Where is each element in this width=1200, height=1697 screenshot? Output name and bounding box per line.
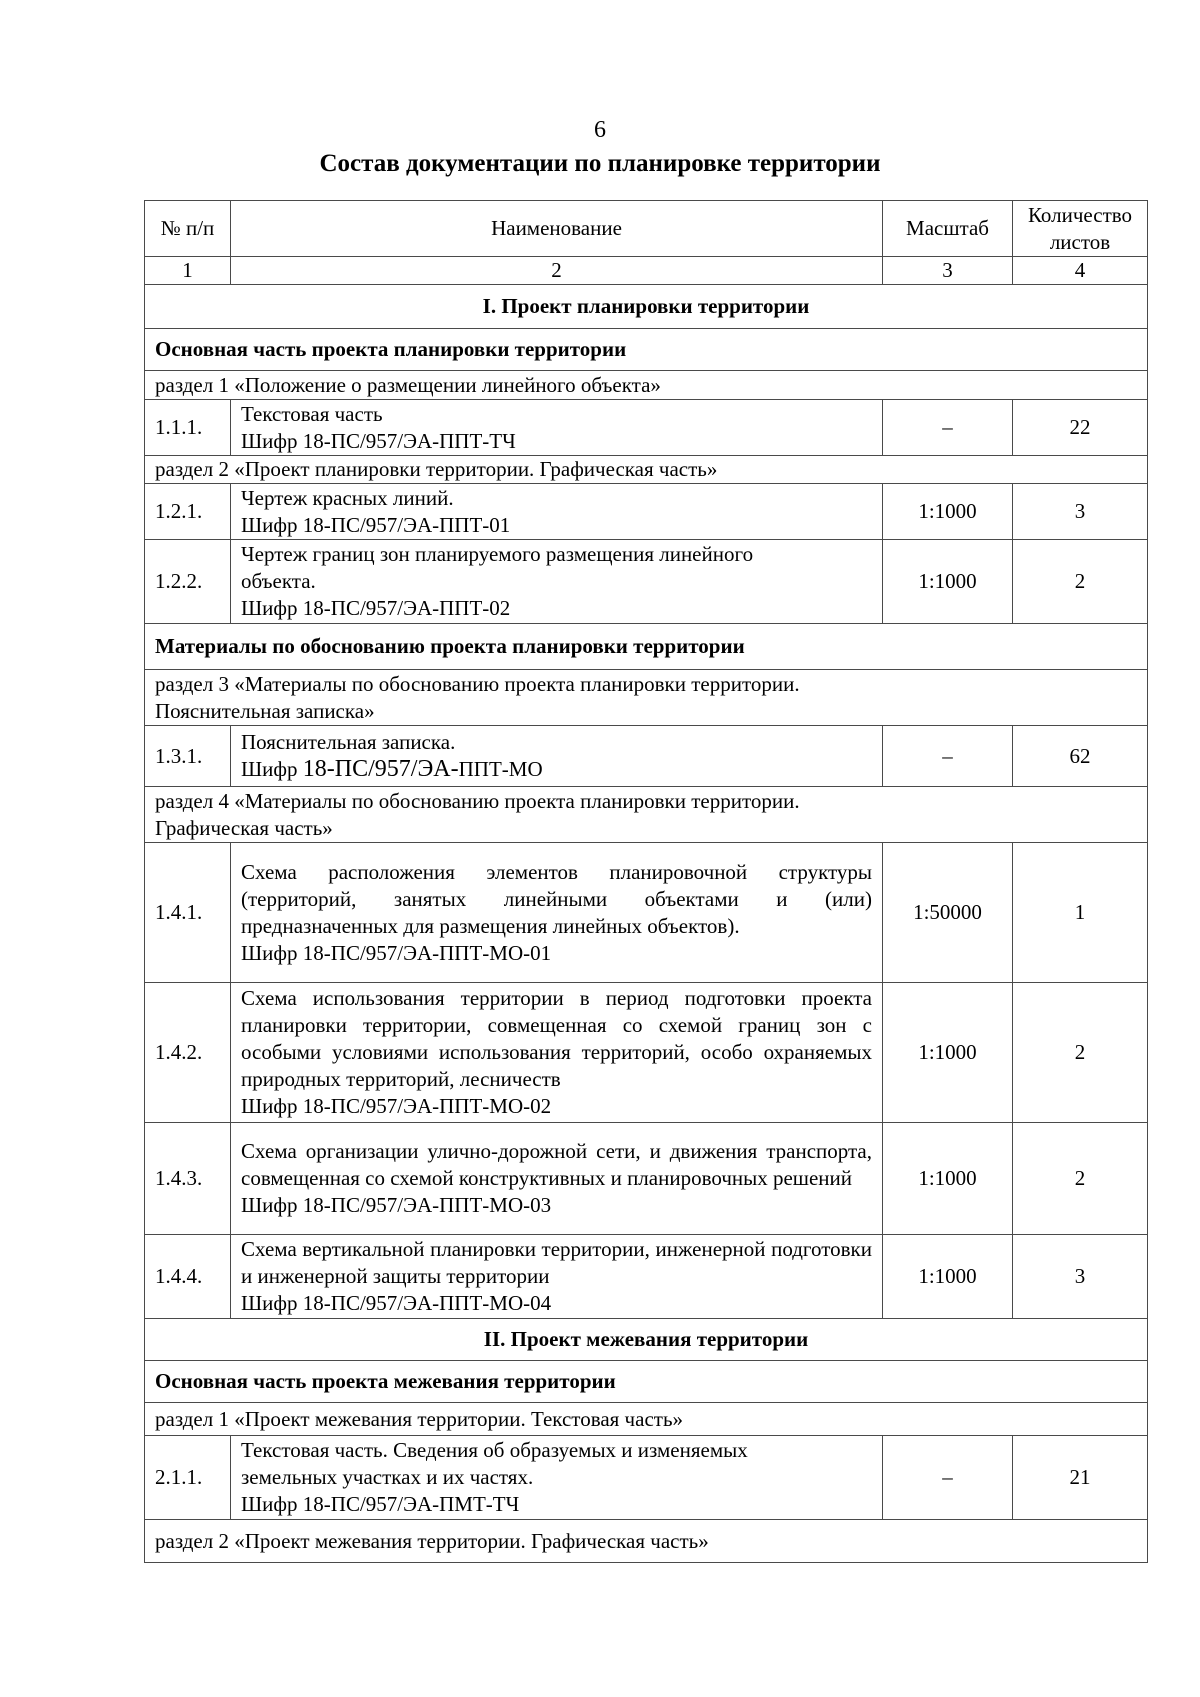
- item-number: 1.4.4.: [145, 1235, 231, 1319]
- item-code: Шифр 18-ПС/957/ЭА-ППТ-ТЧ: [241, 428, 516, 453]
- item-code: Шифр 18-ПС/957/ЭА-ППТ-МО-01: [241, 940, 552, 965]
- item-sheets: 1: [1013, 843, 1148, 983]
- item-scale: 1:1000: [883, 1235, 1013, 1319]
- razdel-title: [145, 670, 1148, 726]
- item-name: [231, 1235, 883, 1319]
- item-scale: –: [883, 400, 1013, 456]
- razdel-row: [145, 1403, 1148, 1436]
- header-scale: Масштаб: [883, 201, 1013, 257]
- item-name: [231, 983, 883, 1123]
- subsection-heading-row: [145, 1361, 1148, 1403]
- section-heading: I. Проект планировки территории: [145, 285, 1148, 329]
- razdel-title: раздел 2 «Проект межевания территории. Графическая часть»: [145, 1520, 1148, 1563]
- item-description: Схема расположения элементов планировочной структуры (территорий, занятых линейными объектами и (или) предназначенных для размещения линейных объектов).: [241, 859, 872, 938]
- documentation-table: [144, 200, 1148, 1563]
- item-scale: 1:50000: [883, 843, 1013, 983]
- item-number: 1.2.2.: [145, 540, 231, 624]
- item-name-line: Текстовая часть: [241, 401, 383, 426]
- razdel-row: [145, 787, 1148, 843]
- razdel-title: раздел 2 «Проект планировки территории. Графическая часть»: [145, 456, 1148, 484]
- item-number: 1.4.2.: [145, 983, 231, 1123]
- item-code: Шифр 18-ПС/957/ЭА-ППТ-МО-02: [241, 1094, 552, 1118]
- subsection-heading-row: [145, 624, 1148, 670]
- index-cell: 3: [883, 257, 1013, 285]
- item-sheets: 3: [1013, 484, 1148, 540]
- item-name: [231, 540, 883, 624]
- index-cell: 4: [1013, 257, 1148, 285]
- razdel-row: [145, 456, 1148, 484]
- item-name: [231, 1436, 883, 1520]
- item-name-line: объекта.: [241, 569, 316, 593]
- page-number: 6: [594, 117, 606, 143]
- item-name: [231, 1123, 883, 1235]
- header-number: № п/п: [145, 201, 231, 257]
- header-sheets-line1: Количество: [1027, 202, 1133, 227]
- header-sheets-line2: листов: [1049, 229, 1111, 254]
- table-row: [145, 1436, 1148, 1520]
- item-name-line: Текстовая часть. Сведения об образуемых и изменяемых: [241, 1438, 748, 1462]
- item-name: [231, 843, 883, 983]
- table-row: [145, 726, 1148, 787]
- razdel-title-line: Пояснительная записка»: [155, 698, 375, 723]
- table-row: [145, 1123, 1148, 1235]
- table-row: [145, 843, 1148, 983]
- item-name-line: Пояснительная записка.: [241, 730, 456, 754]
- section-heading-row: [145, 285, 1148, 329]
- item-number: 1.4.1.: [145, 843, 231, 983]
- item-scale: 1:1000: [883, 1123, 1013, 1235]
- item-description: Схема вертикальной планировки территории, инженерной подготовки и инженерной защиты территории: [241, 1237, 872, 1288]
- item-number: 1.3.1.: [145, 726, 231, 787]
- table-row: [145, 1235, 1148, 1319]
- item-number: 1.1.1.: [145, 400, 231, 456]
- item-code: Шифр 18-ПС/957/ЭА-ПМТ-ТЧ: [241, 1492, 520, 1516]
- subsection-heading: Основная часть проекта планировки территории: [145, 329, 1148, 371]
- item-code: [241, 756, 872, 783]
- index-cell: 1: [145, 257, 231, 285]
- item-code: Шифр 18-ПС/957/ЭА-ППТ-01: [241, 512, 511, 537]
- item-name-line: Чертеж границ зон планируемого размещения линейного: [241, 542, 754, 566]
- item-number: 1.2.1.: [145, 484, 231, 540]
- table-row: [145, 484, 1148, 540]
- item-code: Шифр 18-ПС/957/ЭА-ППТ-МО-04: [241, 1291, 552, 1315]
- razdel-title: [145, 787, 1148, 843]
- item-sheets: 2: [1013, 1123, 1148, 1235]
- subsection-heading-row: [145, 329, 1148, 371]
- item-scale: –: [883, 726, 1013, 787]
- item-sheets: 2: [1013, 983, 1148, 1123]
- table-row: [145, 540, 1148, 624]
- item-sheets: 22: [1013, 400, 1148, 456]
- subsection-heading: Основная часть проекта межевания территории: [145, 1361, 1148, 1403]
- razdel-title: раздел 1 «Проект межевания территории. Текстовая часть»: [145, 1403, 1148, 1436]
- item-sheets: 62: [1013, 726, 1148, 787]
- razdel-row: [145, 670, 1148, 726]
- item-scale: 1:1000: [883, 983, 1013, 1123]
- item-code-prefix: Шифр: [241, 757, 303, 781]
- table-index-row: [145, 257, 1148, 285]
- razdel-title: раздел 1 «Положение о размещении линейного объекта»: [145, 371, 1148, 400]
- razdel-row: [145, 371, 1148, 400]
- table-header-row: [145, 201, 1148, 257]
- item-code: Шифр 18-ПС/957/ЭА-ППТ-02: [241, 596, 511, 620]
- section-heading: II. Проект межевания территории: [145, 1319, 1148, 1361]
- item-scale: 1:1000: [883, 540, 1013, 624]
- item-scale: 1:1000: [883, 484, 1013, 540]
- item-number: 1.4.3.: [145, 1123, 231, 1235]
- index-cell: 2: [231, 257, 883, 285]
- item-description: Схема использования территории в период подготовки проекта планировки территории, совмещенная со схемой границ зон с особыми условиями использования территорий, особо охраняемых природных территорий, лесничеств: [241, 986, 872, 1091]
- page-title: Состав документации по планировке территории: [319, 150, 881, 177]
- item-code: Шифр 18-ПС/957/ЭА-ППТ-МО-03: [241, 1193, 552, 1217]
- razdel-row: [145, 1520, 1148, 1563]
- header-name: Наименование: [231, 201, 883, 257]
- item-sheets: 21: [1013, 1436, 1148, 1520]
- item-name-line: Чертеж красных линий.: [241, 485, 454, 510]
- razdel-title-line: раздел 3 «Материалы по обоснованию проекта планировки территории.: [155, 671, 800, 696]
- item-name: [231, 726, 883, 787]
- razdel-title-line: раздел 4 «Материалы по обоснованию проекта планировки территории.: [155, 788, 800, 813]
- item-sheets: 3: [1013, 1235, 1148, 1319]
- item-name-line: земельных участках и их частях.: [241, 1465, 534, 1489]
- item-number: 2.1.1.: [145, 1436, 231, 1520]
- item-name: [231, 484, 883, 540]
- item-name: [231, 400, 883, 456]
- item-description: Схема организации улично-дорожной сети, и движения транспорта, совмещенная со схемой конструктивных и планировочных решений: [241, 1139, 872, 1190]
- section-heading-row: [145, 1319, 1148, 1361]
- item-sheets: 2: [1013, 540, 1148, 624]
- item-scale: –: [883, 1436, 1013, 1520]
- item-code-main: 18-ПС/957/ЭА-: [302, 756, 459, 782]
- item-code-suffix: ППТ-МО: [458, 757, 543, 781]
- subsection-heading: Материалы по обоснованию проекта планировки территории: [145, 624, 1148, 670]
- header-sheets: [1013, 201, 1148, 257]
- razdel-title-line: Графическая часть»: [155, 815, 333, 840]
- table-row: [145, 400, 1148, 456]
- table-row: [145, 983, 1148, 1123]
